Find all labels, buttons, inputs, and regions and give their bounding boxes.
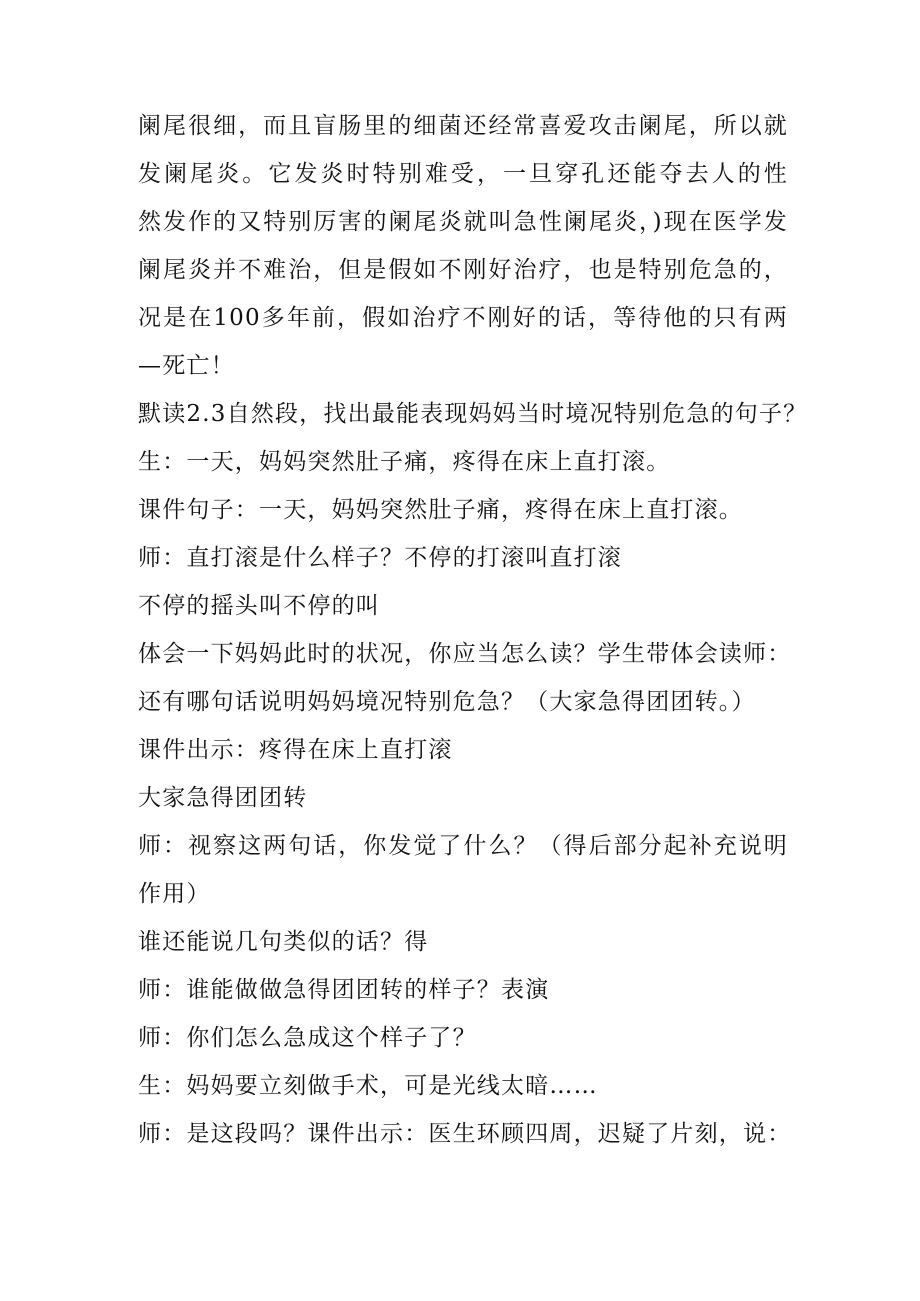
text-line: 体会一下妈妈此时的状况，你应当怎么读？学生带体会读师： xyxy=(138,641,792,667)
text-line: 生：妈妈要立刻做手术，可是光线太暗…… xyxy=(138,1073,598,1099)
text-line: 不停的摇头叫不停的叫 xyxy=(138,593,380,619)
text-line: 师：你们怎么急成这个样子了？ xyxy=(138,1025,477,1051)
text-line: 师：视察这两句话，你发觉了什么？（得后部分起补充说明 xyxy=(138,833,788,859)
text-line: 大家急得团团转 xyxy=(138,785,308,811)
text-line: 师：谁能做做急得团团转的样子？表演 xyxy=(138,977,550,1003)
text-line: 师：直打滚是什么样子？不停的打滚叫直打滚 xyxy=(138,545,622,571)
text-line: 师：是这段吗？课件出示：医生环顾四周，迟疑了片刻，说： xyxy=(138,1121,792,1147)
text-line: 课件出示：疼得在床上直打滚 xyxy=(138,737,453,763)
text-line: 然发作的又特别厉害的阑尾炎就叫急性阑尾炎，)现在医学发 xyxy=(138,209,788,235)
text-line: 阑尾很细，而且盲肠里的细菌还经常喜爱攻击阑尾，所以就 xyxy=(138,113,788,139)
body-text xyxy=(138,102,808,1158)
text-line: 况是在100多年前，假如治疗不刚好的话，等待他的只有两 xyxy=(138,305,788,331)
text-line: 默读2.3自然段，找出最能表现妈妈当时境况特别危急的句子？ xyxy=(138,401,808,427)
text-line: 作用） xyxy=(138,881,211,907)
text-line: 生：一天，妈妈突然肚子痛，疼得在床上直打滚。 xyxy=(138,449,671,475)
text-line: 还有哪句话说明妈妈境况特别危急？（大家急得团团转。） xyxy=(138,689,756,715)
text-line: 课件句子：一天，妈妈突然肚子痛，疼得在床上直打滚。 xyxy=(138,497,743,523)
text-line: 谁还能说几句类似的话？得 xyxy=(138,929,429,955)
text-line: 发阑尾炎。它发炎时特别难受，一旦穿孔还能夺去人的性 xyxy=(138,161,788,187)
text-line: 阑尾炎并不难治，但是假如不刚好治疗，也是特别危急的， xyxy=(138,257,788,283)
text-line: —死亡！ xyxy=(138,353,235,379)
